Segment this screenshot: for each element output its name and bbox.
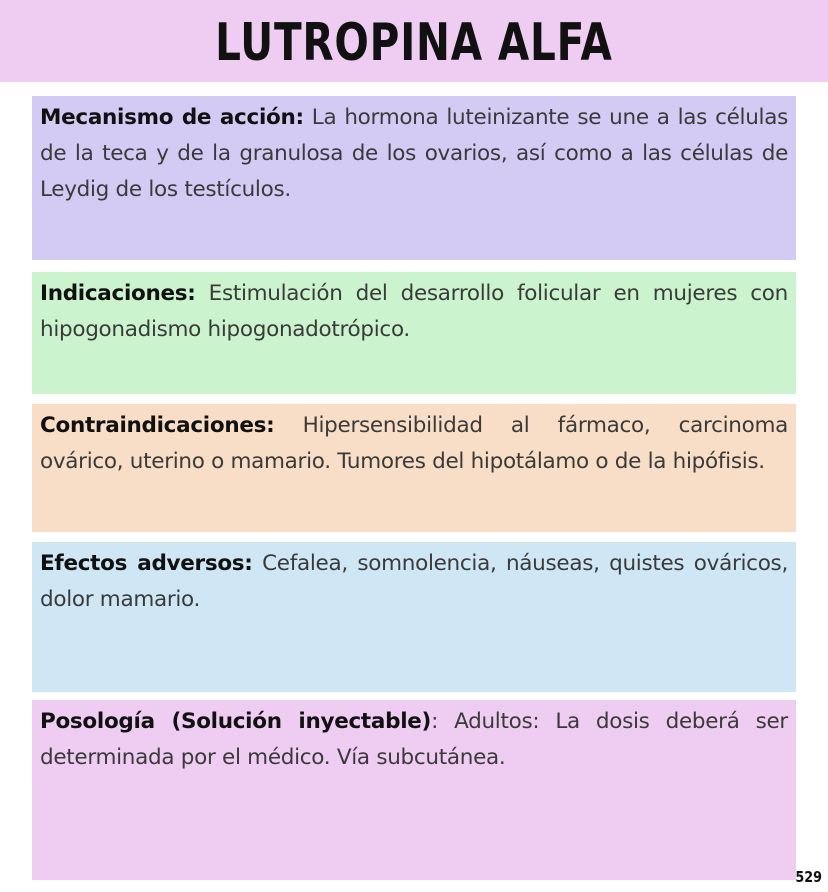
title-banner [0,0,828,82]
section-label: Contraindicaciones: [40,413,275,438]
page-number: 529 [795,868,822,886]
section-indicaciones [32,272,796,394]
section-contraindicaciones [32,404,796,532]
section-text: Adultos: La dosis deberá ser determinada por el médico. Vía subcutánea. [40,709,788,770]
section-text: Cefalea, somnolencia, náuseas, quistes ováricos, dolor mamario. [40,551,788,612]
section-efectos-adversos [32,542,796,692]
section-label: Efectos adversos: [40,551,253,576]
section-mecanismo [32,96,796,260]
section-text: La hormona luteinizante se une a las células de la teca y de la granulosa de los ovarios, así como a las células de Leydig de los testículos. [40,105,788,202]
section-posologia [32,700,796,880]
page-title: LUTROPINA ALFA [215,13,613,73]
section-label: Mecanismo de acción: [40,105,304,130]
section-label: Indicaciones: [40,281,196,306]
section-label: Posología (Solución inyectable) [40,709,432,734]
section-label-colon: : [431,709,439,734]
section-text: Estimulación del desarrollo folicular en mujeres con hipogonadismo hipogonadotrópico. [40,281,788,342]
section-text: Hipersensibilidad al fármaco, carcinoma ovárico, uterino o mamario. Tumores del hipotálamo o de la hipófisis. [40,413,788,474]
